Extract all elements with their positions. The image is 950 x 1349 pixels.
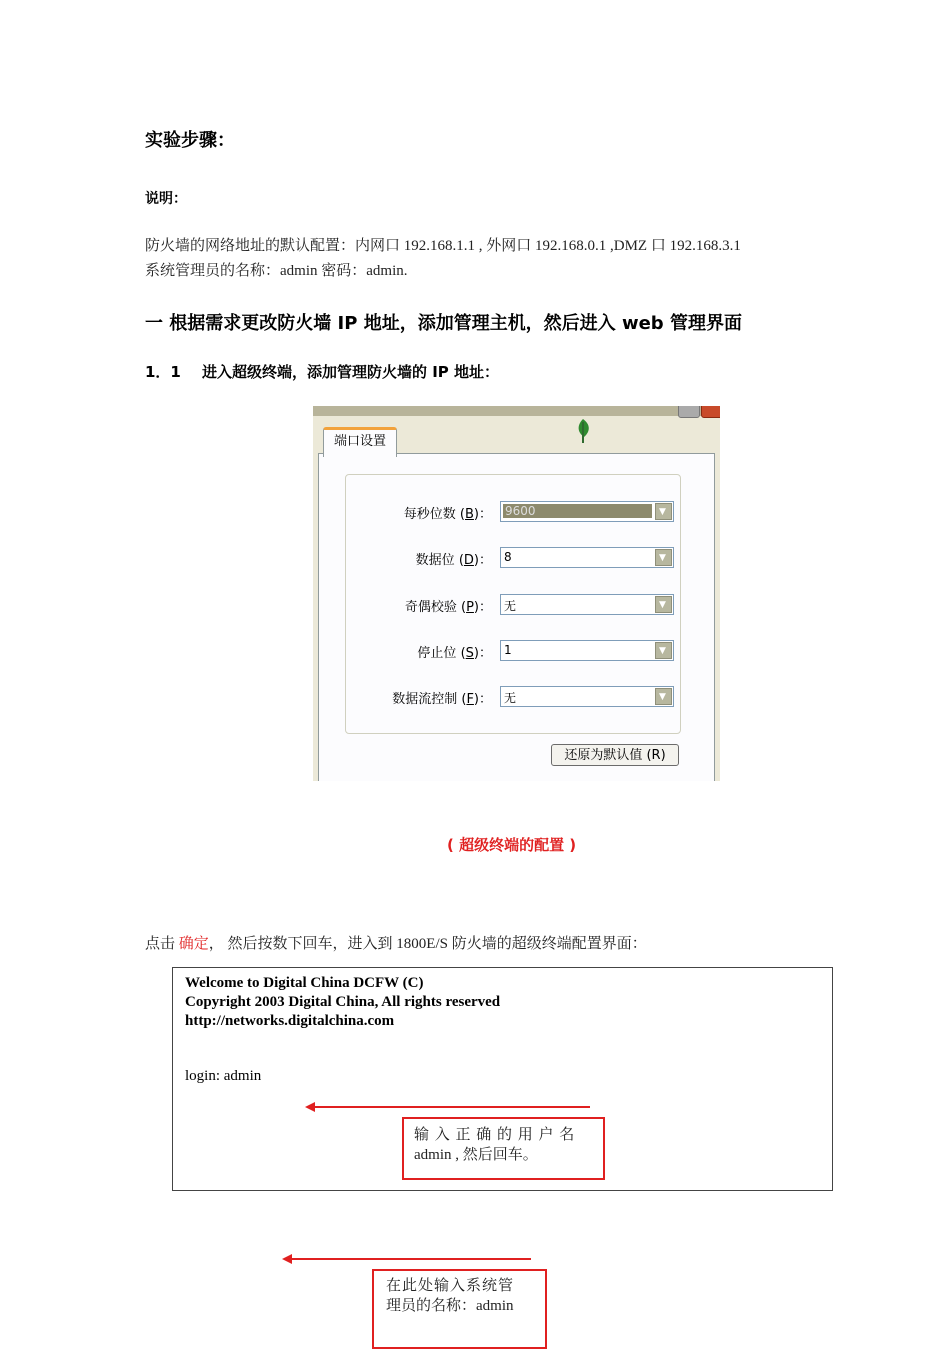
leaf-icon [574,418,592,444]
terminal-url: http://networks.digitalchina.com [185,1013,395,1029]
heading-note: 说明： [145,191,187,207]
para-line-2: 系统管理员的名称：admin 密码：admin. [145,263,408,279]
figure-caption: ( 超级终端的配置 ) [447,836,577,854]
baud-rate-select[interactable]: 9600 ▼ [500,501,674,522]
callout-admin-name: 在此处输入系统管 理员的名称：admin [372,1269,547,1349]
stop-bits-label: 停止位 (S)： [417,646,492,661]
data-bits-select[interactable]: 8 ▼ [500,547,674,568]
subsection-number: 1．1 [145,363,181,381]
flow-control-label: 数据流控制 (F)： [392,692,492,707]
restore-defaults-button[interactable]: 还原为默认值 (R) [551,744,679,766]
section-title: 一 根据需求更改防火墙 IP 地址，添加管理主机，然后进入 web 管理界面 [145,313,742,334]
parity-label: 奇偶校验 (P)： [404,600,492,615]
chevron-down-icon[interactable]: ▼ [655,642,672,659]
callout-username: 输 入 正 确 的 用 户 名 admin , 然后回车。 [402,1117,605,1180]
para-line-1: 防火墙的网络地址的默认配置：内网口 192.168.1.1 , 外网口 192.168.0.1 ,DMZ 口 192.168.3.1 [145,238,741,254]
settings-group [345,474,681,734]
chevron-down-icon[interactable]: ▼ [655,503,672,520]
terminal-box [172,967,833,1191]
terminal-login: login: admin [185,1068,262,1084]
chevron-down-icon[interactable]: ▼ [655,596,672,613]
port-settings-dialog [313,406,720,781]
subsection-heading [145,361,499,382]
tab-port-settings[interactable]: 端口设置 [323,427,397,457]
chevron-down-icon[interactable]: ▼ [655,549,672,566]
terminal-copyright: Copyright 2003 Digital China, All rights reserved [185,994,501,1010]
arrow-line [313,1106,590,1108]
data-bits-label: 数据位 (D)： [415,553,492,568]
dialog-titlebar [313,406,720,416]
subsection-title: 进入超级终端，添加管理防火墙的 IP 地址： [202,363,500,381]
stop-bits-select[interactable]: 1 ▼ [500,640,674,661]
flow-control-select[interactable]: 无 ▼ [500,686,674,707]
chevron-down-icon[interactable]: ▼ [655,688,672,705]
help-button[interactable] [678,406,700,418]
heading-steps: 实验步骤： [145,130,235,151]
baud-rate-label: 每秒位数 (B)： [403,507,492,522]
arrow-line [290,1258,531,1260]
parity-select[interactable]: 无 ▼ [500,594,674,615]
terminal-welcome: Welcome to Digital China DCFW (C) [185,975,424,991]
tab-panel [318,453,715,781]
instruction-line: 点击 确定， 然后按数下回车，进入到 1800E/S 防火墙的超级终端配置界面： [145,936,647,952]
close-button[interactable] [701,406,720,418]
confirm-highlight: 确定 [178,936,209,952]
